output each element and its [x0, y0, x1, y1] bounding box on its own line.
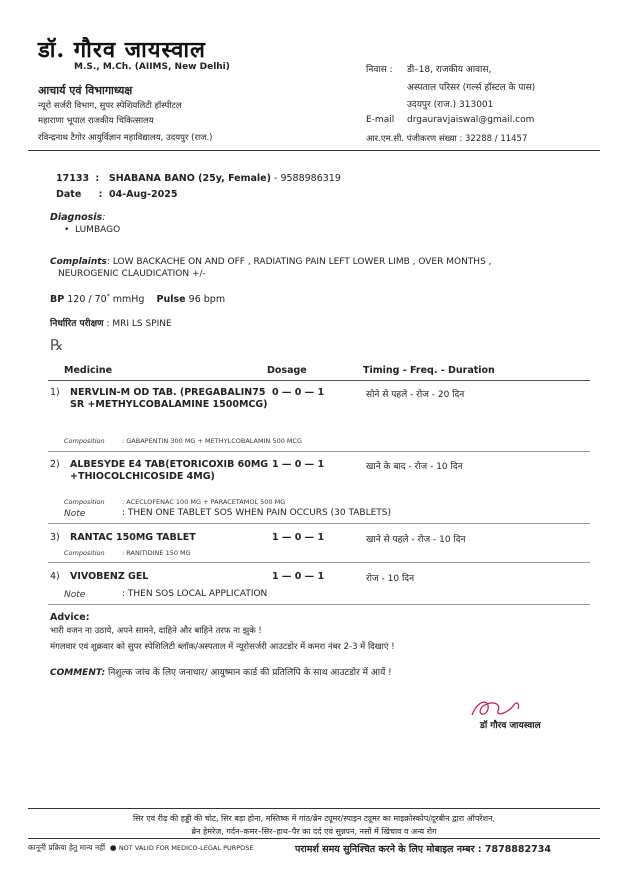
registration-number: आर.एम.सी. पंजीकरण संख्या : 32288 / 11457: [366, 134, 528, 144]
med-4-name: VIVOBENZ GEL: [70, 571, 149, 582]
dept-line-1: न्यूरो सर्जरी विभाग, सुपर स्पेशियलिटी हॉस्पीटल: [38, 101, 182, 111]
footer-legal: कानूनी प्रक्रिया हेतु मान्य नहीं ● NOT VALID FOR MEDICO-LEGAL PURPOSE: [28, 843, 254, 852]
doctor-title: आचार्य एवं विभागाध्यक्ष: [38, 84, 133, 97]
bp-unit: mmHg: [112, 294, 145, 306]
med-4-timing: रोज - 10 दिन: [366, 574, 415, 584]
pulse-label: Pulse: [156, 294, 186, 306]
complaints-label: Complaints: [50, 257, 107, 267]
med-1-number: 1): [50, 387, 60, 398]
vitals: BP 120 / 70* mmHg Pulse 96 bpm: [50, 293, 226, 306]
med-3-composition: : RANITIDINE 150 MG: [122, 549, 191, 557]
advice-line-1: भारी वजन ना उठाये, अपने सामने, दाहिने और बाहिने तरफ ना झुके !: [50, 626, 262, 636]
med-3-timing: खाने से पहले - रोज - 10 दिन: [366, 535, 466, 545]
tests-value: : MRI LS SPINE: [106, 319, 172, 329]
footer-services-1: सिर एवं रीढ़ की हड्डी की चोट, सिर बड़ा होना, मस्तिष्क में गांठ/ब्रेन ट्यूमर/स्पाइन ट्यूमर का माइक्रोस्कोप/दूरबीन द्वारा ऑपरेशन,: [132, 814, 496, 823]
dept-line-3: रविन्द्रनाथ टैगोर आयुर्विज्ञान महाविद्यालय, उदयपुर (राज.): [38, 133, 213, 143]
footer-services-2: ब्रेन हेमरेज, गर्दन–कमर–सिर–हाथ–पैर का दर्द एवं सुन्नपन, नसों में खिंचाव व अन्य रोग: [191, 827, 437, 836]
patient-id: 17133: [56, 173, 90, 184]
med-2-name: ALBESYDE E4 TAB(ETORICOXIB 60MG +THIOCOLCHICOSIDE 4MG): [70, 459, 269, 482]
date-row: Date : 04-Aug-2025: [56, 189, 178, 200]
bp-label: BP: [50, 294, 65, 306]
med-4-dose: 1 — 0 — 1: [272, 571, 325, 582]
doctor-name: डॉ. गौरव जायस्वाल: [38, 37, 206, 63]
address-line-2: अस्पताल परिसर (गर्ल्स हॉस्टल के पास): [407, 83, 536, 93]
med-3-number: 3): [50, 532, 60, 543]
footer-not-valid: NOT VALID FOR MEDICO-LEGAL PURPOSE: [118, 844, 254, 852]
med-2-number: 2): [50, 459, 60, 470]
med-4-note: : THEN SOS LOCAL APPLICATION: [122, 589, 268, 599]
header-divider: [28, 150, 600, 151]
dept-line-2: महाराणा भूपाल राजकीय चिकित्सालय: [38, 116, 154, 126]
med-divider: [48, 604, 590, 605]
med-1-dose: 0 — 0 — 1: [272, 387, 325, 398]
date-label: Date: [56, 189, 82, 200]
med-1-composition: : GABAPENTIN 300 MG + METHYLCOBALAMIN 500 MCG: [122, 437, 303, 445]
doctor-degrees: M.S., M.Ch. (AIIMS, New Delhi): [74, 62, 230, 72]
med-2-composition: : ACECLOFENAC 100 MG + PARACETAMOL 500 MG: [122, 498, 286, 506]
med-divider: [48, 523, 590, 524]
footer-contact: परामर्श समय सुनिश्चित करने के लिए मोबाइल नम्बर : 7878882734: [295, 844, 551, 855]
footer-divider: [28, 808, 600, 809]
med-2-timing: खाने के बाद - रोज - 10 दिन: [366, 462, 463, 472]
med-4-number: 4): [50, 571, 60, 582]
patient-info: 17133 : SHABANA BANO (25y, Female) - 9588986319: [56, 173, 341, 184]
med-2-composition-label: Composition: [64, 498, 105, 506]
address-line-1: डी–18, राजकीय आवास,: [407, 65, 492, 75]
comment: [50, 665, 392, 678]
rx-icon: ℞: [50, 336, 64, 354]
pulse-value: 96 bpm: [188, 294, 226, 306]
med-divider: [48, 562, 590, 563]
footer-divider: [28, 838, 600, 839]
address-label: निवास :: [366, 65, 393, 75]
header-medicine: Medicine: [64, 365, 113, 376]
comment-label: COMMENT:: [50, 668, 106, 678]
signature-name: डॉ गौरव जायस्वाल: [480, 721, 541, 731]
header-timing: Timing - Freq. - Duration: [363, 365, 495, 376]
header-dosage: Dosage: [267, 365, 307, 376]
date-value: 04-Aug-2025: [109, 189, 178, 200]
med-divider: [48, 451, 590, 452]
med-3-dose: 1 — 0 — 1: [272, 532, 325, 543]
patient-phone: - 9588986319: [274, 173, 341, 184]
med-3-name: RANTAC 150MG TABLET: [70, 532, 196, 543]
med-1-name: NERVLIN-M OD TAB. (PREGABALIN75 SR +METHYLCOBALAMINE 1500MCG): [70, 387, 268, 410]
diagnosis-label: Diagnosis:: [50, 212, 106, 223]
address-line-3: उदयपुर (राज.) 313001: [407, 100, 494, 110]
med-header-divider: [48, 380, 590, 381]
complaints-line-2: NEUROGENIC CLAUDICATION +/-: [58, 269, 206, 279]
complaints-line-1: LOW BACKACHE ON AND OFF , RADIATING PAIN LEFT LOWER LIMB , OVER MONTHS ,: [112, 257, 492, 267]
patient-name: SHABANA BANO (25y, Female): [108, 173, 271, 184]
advice-label: Advice:: [50, 612, 90, 623]
complaints: Complaints: LOW BACKACHE ON AND OFF , RADIATING PAIN LEFT LOWER LIMB , OVER MONTHS ,: [50, 257, 492, 267]
med-4-note-label: Note: [64, 590, 86, 600]
med-3-composition-label: Composition: [64, 549, 105, 557]
email[interactable]: drgauravjaiswal@gmail.com: [407, 115, 535, 125]
med-2-note: : THEN ONE TABLET SOS WHEN PAIN OCCURS (30 TABLETS): [122, 508, 392, 518]
med-1-composition-label: Composition: [64, 437, 105, 445]
advice-line-2: मंगलवार एवं शुक्रवार को सुपर स्पेशिलिटी ब्लॉक/अस्पताल में न्यूरोसर्जरी आउटडोर में कमरा नंबर 2-3 में दिखाएं !: [50, 642, 395, 652]
comment-text: निशुल्क जांच के लिए जनाधार/ आयुष्मान कार्ड की प्रतिलिपि के साथ आउटडोर में आयें !: [107, 668, 392, 678]
med-1-timing: सोने से पहले - रोज - 20 दिन: [366, 390, 465, 400]
diagnosis-item: • LUMBAGO: [64, 225, 121, 235]
tests-label: निर्धारित परीक्षण: [50, 319, 104, 329]
bp-value: 120 / 70: [67, 294, 107, 306]
email-label: E-mail: [366, 115, 395, 125]
med-2-dose: 1 — 0 — 1: [272, 459, 325, 470]
tests: [50, 316, 172, 329]
med-2-note-label: Note: [64, 509, 86, 519]
